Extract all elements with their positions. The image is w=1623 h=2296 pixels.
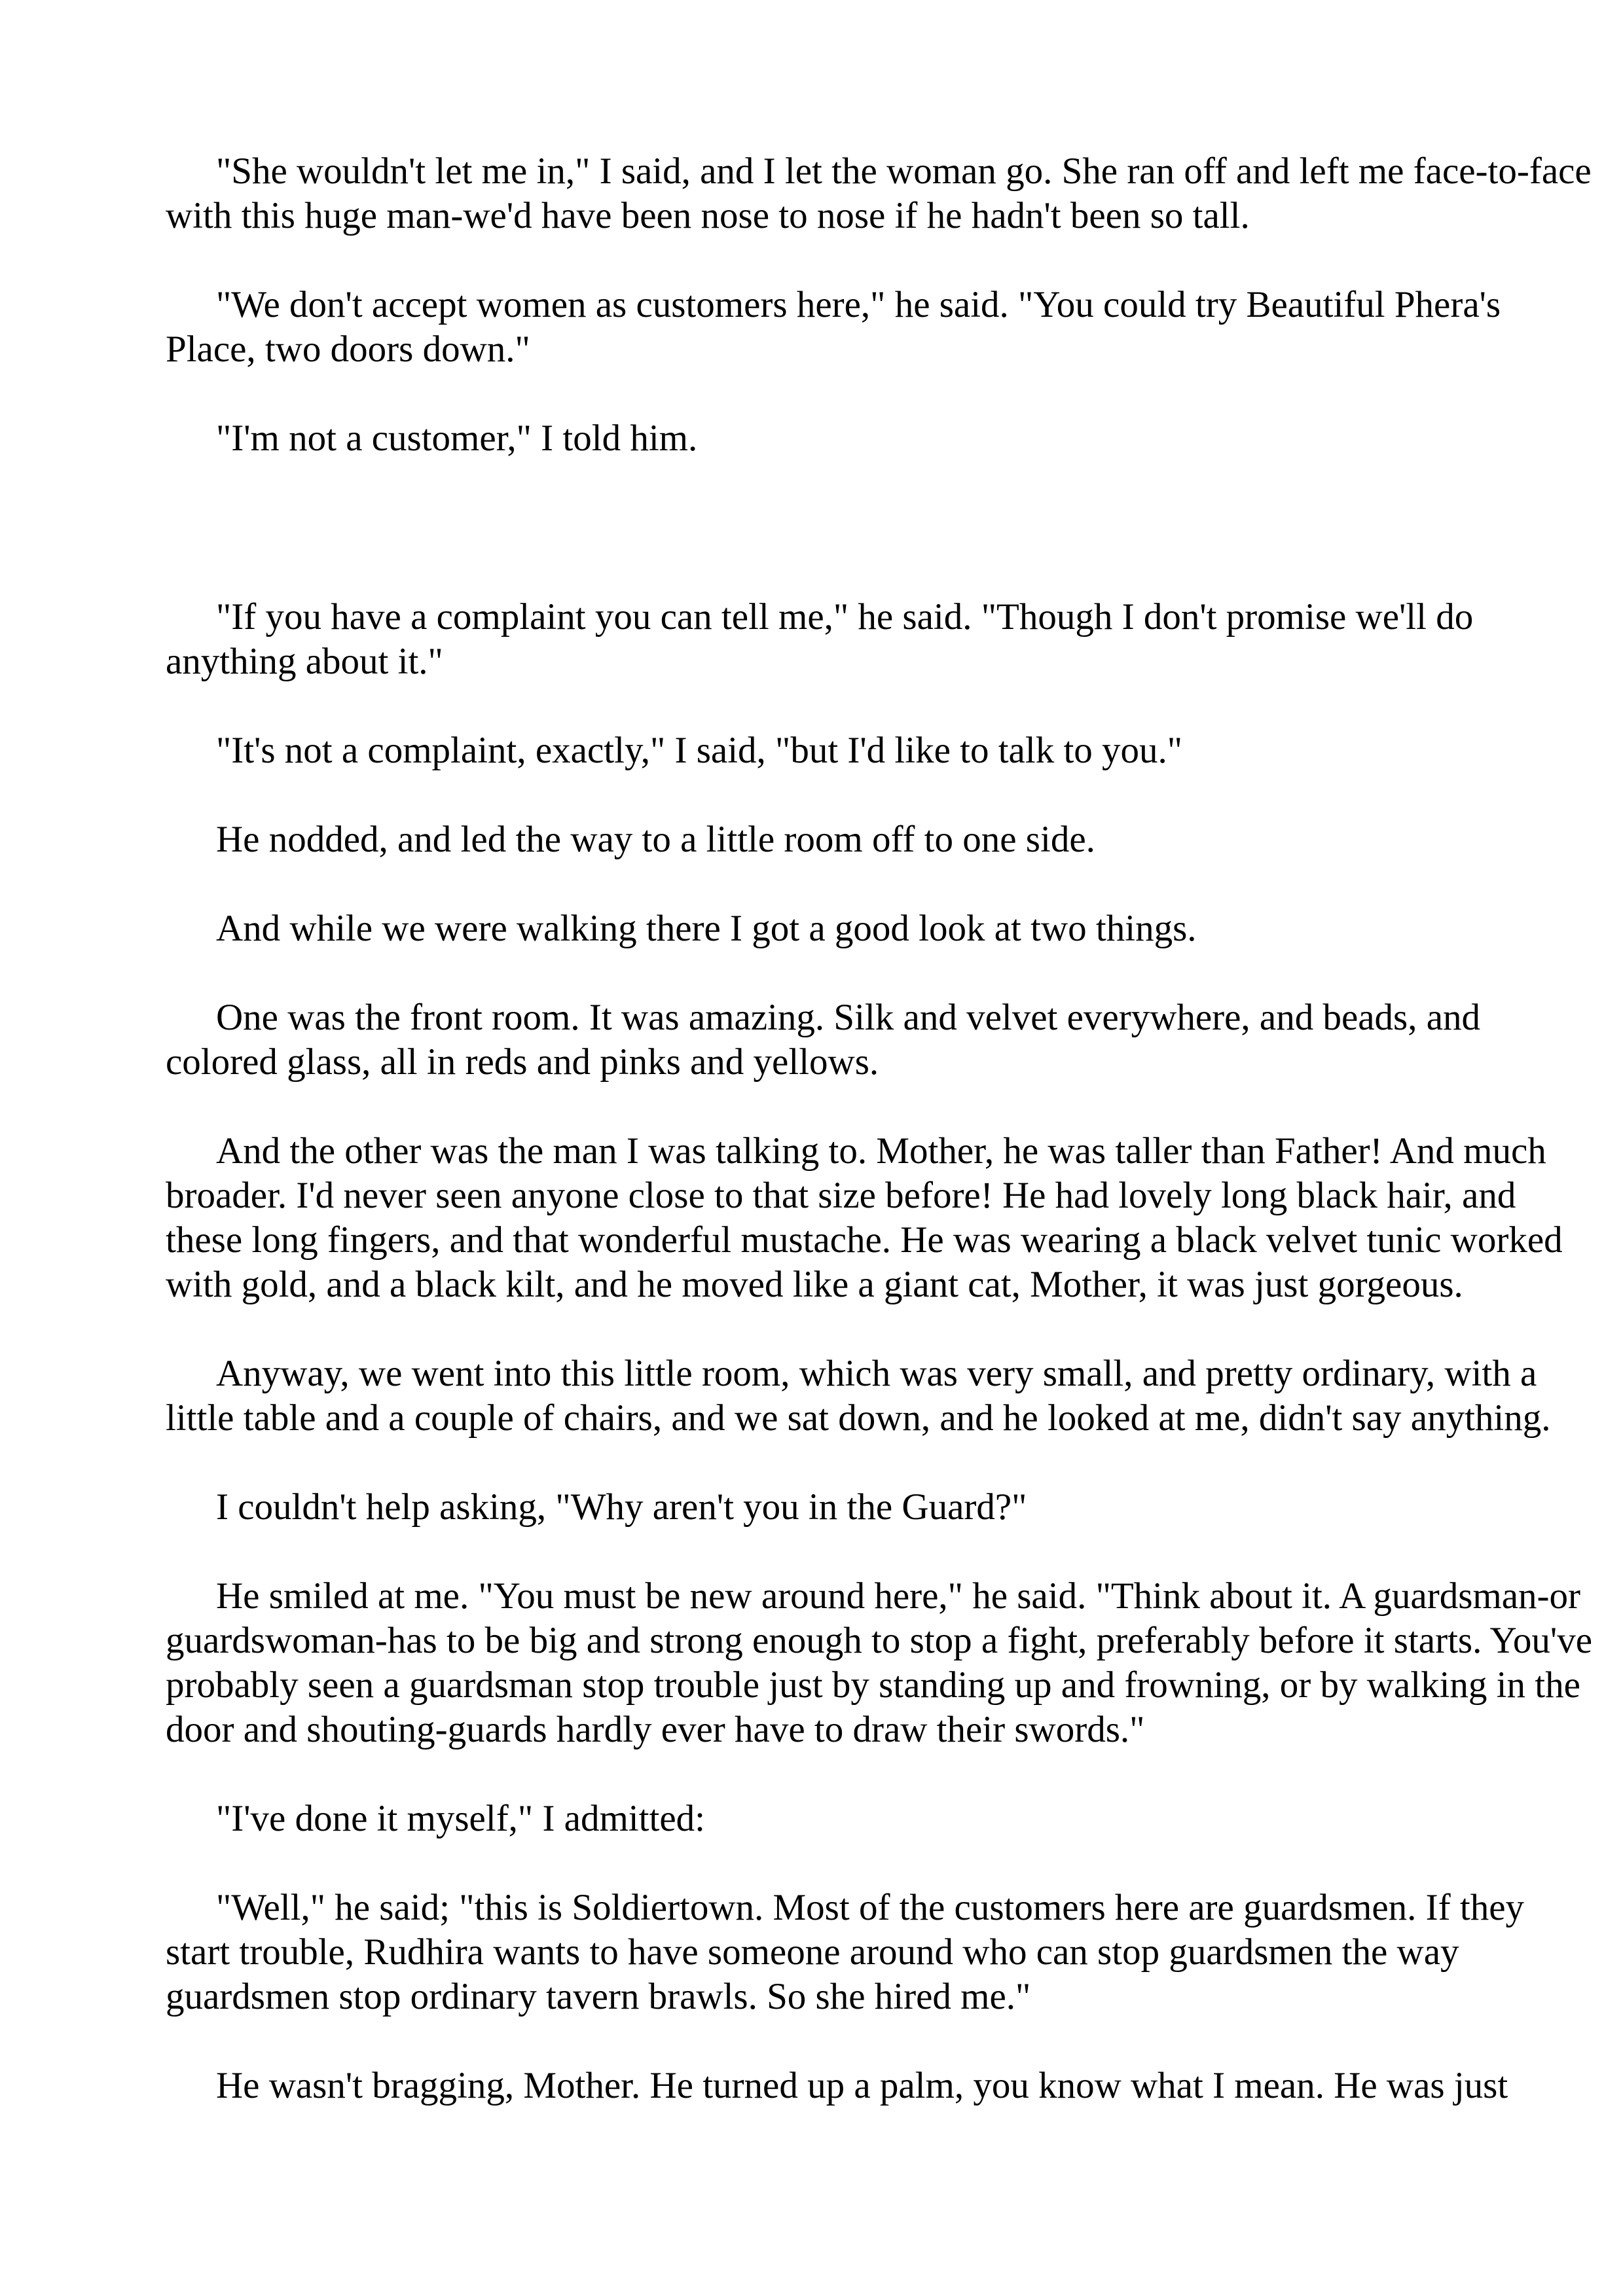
paragraph <box>166 416 1623 461</box>
text-line: with this huge man-we'd have been nose to nose if he hadn't been so tall. <box>166 195 1250 236</box>
text-line: He smiled at me. "You must be new around here," he said. "Think about it. A guardsman-or <box>216 1575 1580 1617</box>
text-line: "I'm not a customer," I told him. <box>216 418 698 459</box>
text-line: guardsmen stop ordinary tavern brawls. So she hired me." <box>166 1976 1031 2017</box>
text-line: "I've done it myself," I admitted: <box>216 1798 705 1839</box>
paragraph <box>166 996 1623 1085</box>
text-line: He nodded, and led the way to a little room off to one side. <box>216 819 1095 860</box>
text-line: "Well," he said; "this is Soldiertown. Most of the customers here are guardsmen. If they <box>216 1887 1525 1928</box>
paragraph <box>166 1574 1623 1752</box>
text-line: colored glass, all in reds and pinks and yellows. <box>166 1041 879 1083</box>
text-line: And while we were walking there I got a good look at two things. <box>216 908 1197 949</box>
paragraph <box>166 1352 1623 1441</box>
text-line: door and shouting-guards hardly ever have to draw their swords." <box>166 1709 1145 1750</box>
paragraph <box>166 1797 1623 1841</box>
paragraph <box>166 595 1623 684</box>
paragraph <box>166 149 1623 238</box>
paragraph <box>166 1886 1623 2019</box>
blank-space <box>166 505 1623 595</box>
text-line: with gold, and a black kilt, and he moved like a giant cat, Mother, it was just gorgeous. <box>166 1264 1463 1305</box>
paragraph <box>166 283 1623 372</box>
text-line: little table and a couple of chairs, and we sat down, and he looked at me, didn't say anything. <box>166 1397 1551 1439</box>
paragraph <box>166 1129 1623 1307</box>
text-line: He wasn't bragging, Mother. He turned up a palm, you know what I mean. He was just <box>216 2065 1508 2106</box>
text-line: "We don't accept women as customers here," he said. "You could try Beautiful Phera's <box>216 284 1501 325</box>
paragraph <box>166 728 1623 773</box>
text-line: probably seen a guardsman stop trouble just by standing up and frowning, or by walking in the <box>166 1664 1580 1706</box>
paragraph <box>166 2064 1623 2108</box>
text-line: these long fingers, and that wonderful mustache. He was wearing a black velvet tunic worked <box>166 1219 1563 1261</box>
text-line: "If you have a complaint you can tell me," he said. "Though I don't promise we'll do <box>216 596 1474 637</box>
text-line: And the other was the man I was talking to. Mother, he was taller than Father! And much <box>216 1130 1546 1172</box>
text-line: One was the front room. It was amazing. Silk and velvet everywhere, and beads, and <box>216 997 1481 1038</box>
paragraph <box>166 817 1623 862</box>
text-line: "It's not a complaint, exactly," I said, "but I'd like to talk to you." <box>216 730 1183 771</box>
text-line: I couldn't help asking, "Why aren't you in the Guard?" <box>216 1486 1027 1528</box>
text-line: start trouble, Rudhira wants to have someone around who can stop guardsmen the way <box>166 1931 1459 1973</box>
body-text <box>166 149 1623 2153</box>
text-line: "She wouldn't let me in," I said, and I let the woman go. She ran off and left me face-to-face <box>216 151 1592 192</box>
text-line: guardswoman-has to be big and strong enough to stop a fight, preferably before it starts. You've <box>166 1620 1592 1661</box>
text-line: Place, two doors down." <box>166 329 530 370</box>
text-line: Anyway, we went into this little room, which was very small, and pretty ordinary, with a <box>216 1353 1537 1394</box>
paragraph <box>166 906 1623 951</box>
paragraph <box>166 1485 1623 1530</box>
text-line: anything about it." <box>166 641 443 682</box>
text-line: broader. I'd never seen anyone close to that size before! He had lovely long black hair, and <box>166 1175 1516 1216</box>
